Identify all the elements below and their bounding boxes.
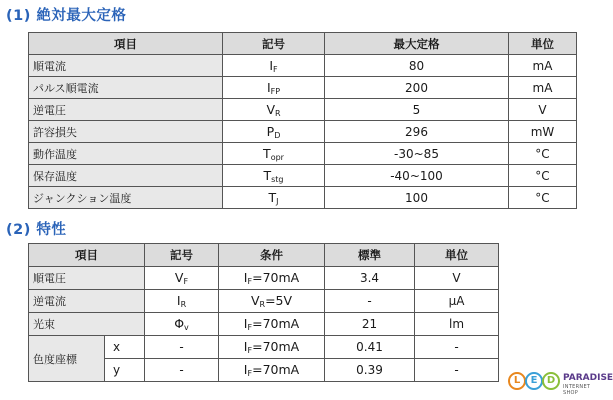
condition-subscript: F: [247, 369, 253, 378]
row-axis: y: [105, 359, 145, 382]
condition-value: =70mA: [252, 339, 300, 354]
symbol-subscript: D: [274, 130, 281, 140]
symbol-base: T: [263, 145, 271, 161]
max-ratings-table: [28, 32, 577, 209]
row-symbol: [223, 77, 325, 99]
symbol-subscript: R: [180, 300, 187, 309]
condition-value: =70mA: [252, 316, 300, 331]
condition-subscript: R: [259, 300, 266, 309]
symbol-subscript: J: [276, 196, 279, 206]
condition-symbol: I: [243, 270, 248, 285]
row-symbol: [223, 165, 325, 187]
symbol-subscript: opr: [270, 152, 284, 162]
row-unit: mA: [509, 55, 577, 77]
row-unit: μA: [415, 290, 499, 313]
table-row: [29, 336, 499, 359]
condition-subscript: F: [247, 323, 253, 332]
row-unit: °C: [509, 143, 577, 165]
row-max-rating: -40~100: [325, 165, 509, 187]
row-item-label: 保存温度: [29, 165, 223, 187]
logo-letter-e: E: [525, 372, 543, 390]
row-max-rating: 296: [325, 121, 509, 143]
symbol-subscript: FP: [270, 86, 281, 96]
row-unit: -: [415, 359, 499, 382]
row-item-label: 順電流: [29, 55, 223, 77]
symbol-base: V: [174, 270, 184, 285]
row-unit: °C: [509, 165, 577, 187]
row-unit: -: [415, 336, 499, 359]
symbol-subscript: stg: [271, 174, 284, 184]
row-symbol: [145, 313, 219, 336]
characteristics-table: [28, 243, 499, 382]
led-paradise-logo: [508, 372, 613, 396]
row-symbol: [223, 121, 325, 143]
row-condition: [219, 359, 325, 382]
header-unit: 単位: [509, 33, 577, 55]
condition-value: =5V: [265, 293, 293, 308]
logo-word: PARADISE: [563, 373, 613, 383]
table-header-row: [29, 33, 577, 55]
condition-value: =70mA: [252, 270, 300, 285]
row-item-label: パルス順電流: [29, 77, 223, 99]
condition-subscript: F: [247, 346, 253, 355]
row-typical: 0.39: [325, 359, 415, 382]
row-symbol: -: [145, 359, 219, 382]
row-item-label: 逆電流: [29, 290, 145, 313]
row-symbol: -: [145, 336, 219, 359]
row-typical: 0.41: [325, 336, 415, 359]
symbol-base: I: [269, 57, 274, 73]
table-row: [29, 187, 577, 209]
row-typical: 21: [325, 313, 415, 336]
row-condition: [219, 290, 325, 313]
row-axis: x: [105, 336, 145, 359]
symbol-base: T: [263, 167, 272, 183]
header-typical: 標準: [325, 244, 415, 267]
table-row: [29, 165, 577, 187]
logo-letter-l: L: [508, 372, 526, 390]
header-symbol: 記号: [145, 244, 219, 267]
row-symbol: [223, 55, 325, 77]
condition-value: =70mA: [252, 362, 300, 377]
row-max-rating: 5: [325, 99, 509, 121]
section-title-max-ratings: (1) 絶対最大定格: [6, 8, 127, 24]
row-unit: lm: [415, 313, 499, 336]
row-condition: [219, 313, 325, 336]
row-item-label: 光束: [29, 313, 145, 336]
symbol-subscript: R: [275, 108, 281, 118]
symbol-subscript: F: [273, 64, 278, 74]
condition-subscript: F: [247, 277, 253, 286]
row-max-rating: -30~85: [325, 143, 509, 165]
row-item-label: ジャンクション温度: [29, 187, 223, 209]
header-item: 項目: [29, 33, 223, 55]
row-max-rating: 80: [325, 55, 509, 77]
table-row: [29, 77, 577, 99]
row-unit: mA: [509, 77, 577, 99]
table-row: [29, 143, 577, 165]
row-max-rating: 200: [325, 77, 509, 99]
header-condition: 条件: [219, 244, 325, 267]
symbol-base: V: [266, 101, 275, 117]
row-symbol: [223, 187, 325, 209]
row-symbol: [223, 99, 325, 121]
header-symbol: 記号: [223, 33, 325, 55]
row-symbol: [145, 290, 219, 313]
condition-symbol: V: [250, 293, 260, 308]
section-title-characteristics: (2) 特性: [6, 222, 67, 238]
row-unit: V: [415, 267, 499, 290]
row-unit: mW: [509, 121, 577, 143]
table-row: [29, 55, 577, 77]
logo-tagline: INTERNET SHOP: [563, 384, 591, 396]
row-symbol: [145, 267, 219, 290]
row-condition: [219, 267, 325, 290]
table-header-row: [29, 244, 499, 267]
symbol-subscript: F: [183, 277, 189, 286]
symbol-subscript: v: [184, 323, 189, 332]
table-row: [29, 121, 577, 143]
condition-symbol: I: [243, 362, 248, 377]
symbol-base: I: [266, 79, 271, 95]
symbol-base: T: [268, 189, 277, 205]
row-symbol: [223, 143, 325, 165]
row-item-label: 逆電圧: [29, 99, 223, 121]
header-max-rating: 最大定格: [325, 33, 509, 55]
header-unit: 単位: [415, 244, 499, 267]
table-row: [29, 313, 499, 336]
header-item: 項目: [29, 244, 145, 267]
table-row: [29, 290, 499, 313]
row-typical: 3.4: [325, 267, 415, 290]
condition-symbol: I: [243, 339, 248, 354]
row-item-label: 色度座標: [29, 336, 105, 382]
row-item-label: 順電圧: [29, 267, 145, 290]
condition-symbol: I: [243, 316, 248, 331]
row-condition: [219, 336, 325, 359]
symbol-base: I: [176, 293, 181, 308]
symbol-base: Φ: [174, 316, 185, 331]
row-unit: V: [509, 99, 577, 121]
row-max-rating: 100: [325, 187, 509, 209]
symbol-base: P: [266, 123, 275, 139]
table-row: [29, 99, 577, 121]
logo-letter-d: D: [542, 372, 560, 390]
row-unit: °C: [509, 187, 577, 209]
row-typical: -: [325, 290, 415, 313]
table-row: [29, 267, 499, 290]
row-item-label: 許容損失: [29, 121, 223, 143]
row-item-label: 動作温度: [29, 143, 223, 165]
